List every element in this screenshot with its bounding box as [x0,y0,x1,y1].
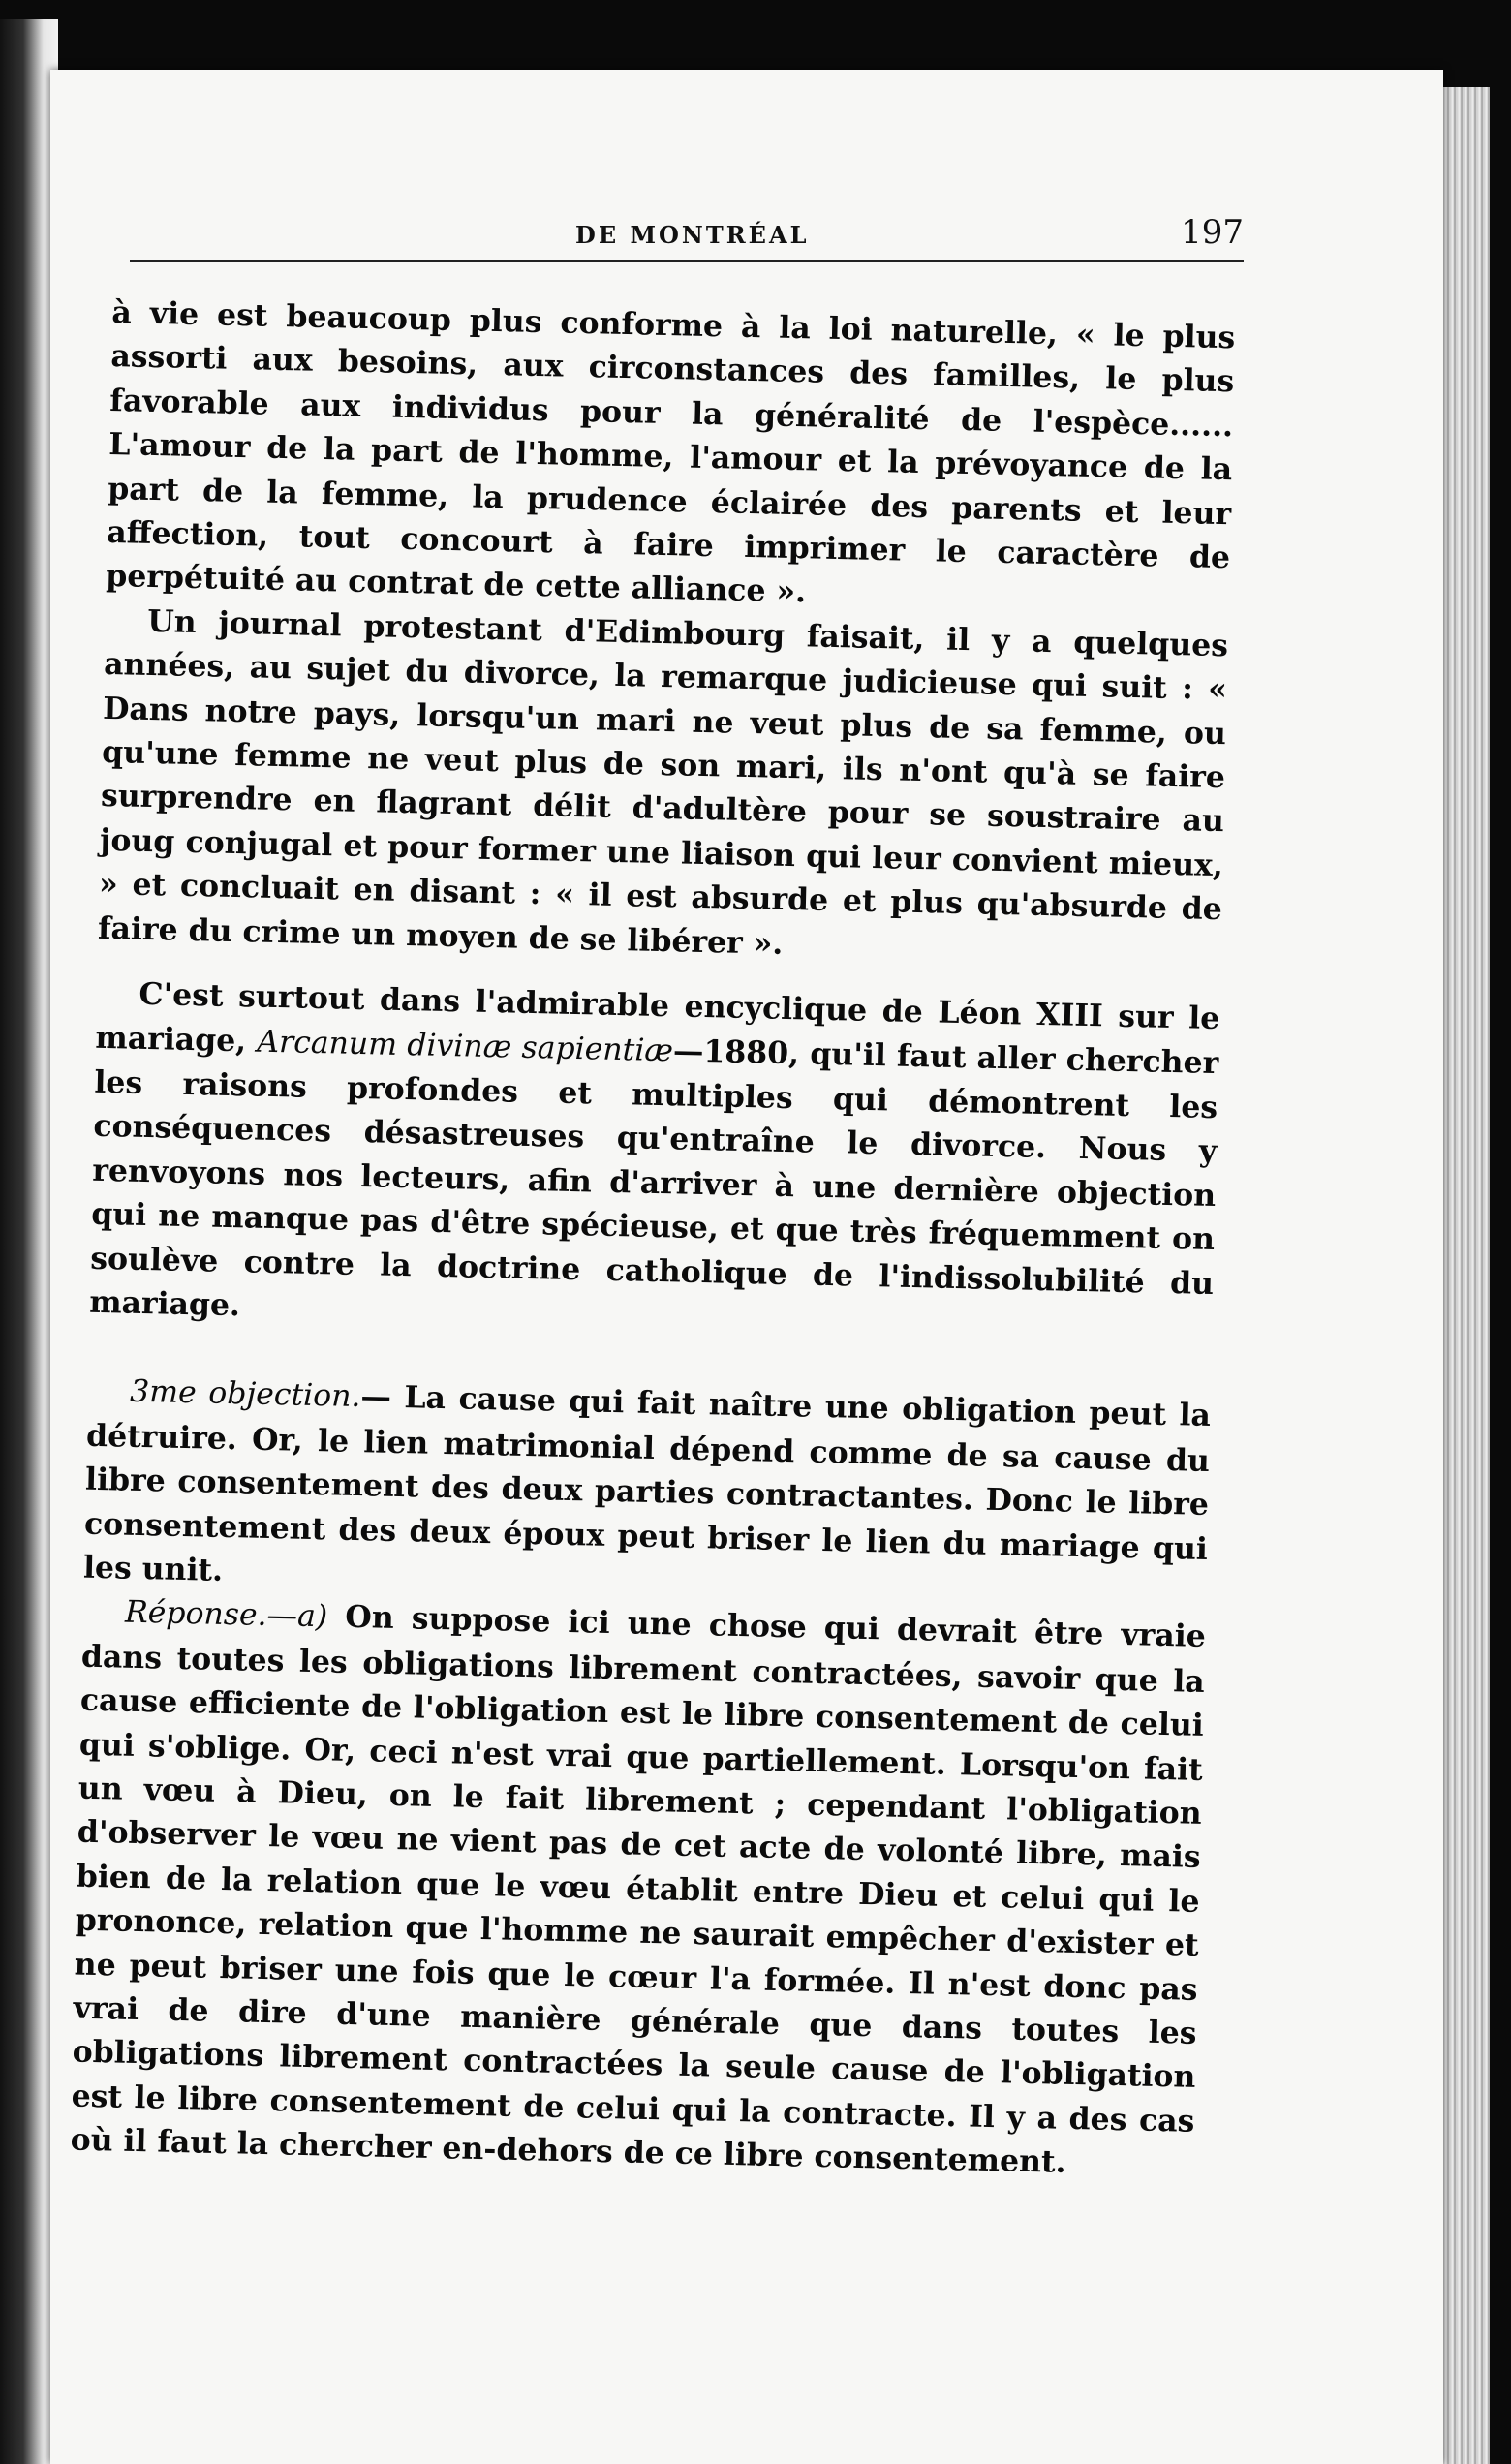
response-label: Réponse.—a) [124,1595,328,1635]
objection-text: — La cause qui fait naître une obligation peut la détruire. Or, le lien matrimonial dépend comme de sa cause du libre consentement des deux parties contractantes. Donc le libre consentement des deux époux peut briser le lien du mariage qui les unit. [82,1378,1212,1588]
header-rule [130,260,1244,262]
paragraph-1: à vie est beaucoup plus conforme à la loi naturelle, « le plus assorti aux besoins, aux circonstances des familles, le plus favorable aux individus pour la généralité de l'espèce...... L'amour de la part de l'homme, l'amour et la prévoyance de la part de la femme, la prudence éclairée des parents et leur affection, tout concourt à faire imprimer le caractère de perpétuité au contrat de cette alliance ». [105,293,1236,610]
running-head: DE MONTRÉAL [575,221,810,249]
page-header [81,201,1244,260]
book-gutter-edge [0,19,58,2464]
paragraph-4 [83,1369,1212,1615]
page-stack-edge [1443,87,1490,2464]
response-text: On suppose ici une chose qui devrait être vraie dans toutes les obligations librement contractées, savoir que la cause efficiente de l'obligation est le libre consentement de celui qui s'oblige. Or, ceci n'est vrai que partiellement. Lorsqu'on fait un vœu à Dieu, on le fait librement ; cependant l'obligation d'observer le vœu ne vient pas de cet acte de volonté libre, mais bien de la relation que le vœu établit entre Dieu et celui qui le prononce, relation que l'homme ne saurait empêcher d'exister et ne peut briser une fois que le cœur l'a formée. Il n'est donc pas vrai de dire d'une manière générale que dans toutes les obligations librement contractées la seule cause de l'obligation est le libre consentement de celui qui la contracte. Il y a des cas où il faut la chercher en-dehors de ce libre consentement. [70,1598,1207,2181]
encyclical-title: Arcanum divinæ sapientiæ [257,1024,674,1068]
paragraph-3 [89,971,1220,1349]
paragraph-3-before: C'est surtout dans l'admirable encyclique de Léon XIII sur le mariage, [95,975,1220,1060]
body-text [70,291,1236,2187]
objection-label: 3me objection. [129,1374,361,1415]
paragraph-3-after: —1880, qu'il faut aller chercher les raisons profondes et multiples qui démontrent les conséquences désastreuses qu'entraîne le divorce. Nous y renvoyons nos lecteurs, afin d'arriver à une dernière objection qui ne manque pas d'être spécieuse, et que très fréquemment on soulève contre la doctrine catholique de l'indissolubilité du mariage. [88,1032,1219,1324]
paragraph-2: Un journal protestant d'Edimbourg faisait, il y a quelques années, au sujet du divorce, la remarque judicieuse qui suit : « Dans notre pays, lorsqu'un mari ne veut plus de sa femme, ou qu'une femme ne veut plus de son mari, ils n'ont qu'à se faire surprendre en flagrant délit d'adultère pour se soustraire au joug conjugal et pour former une liaison qui leur convient mieux, » et concluait en disant : « il est absurde et plus qu'absurde de faire du crime un moyen de se libérer ». [97,602,1229,962]
page-number: 197 [1181,213,1244,252]
paragraph-5 [70,1589,1206,2187]
